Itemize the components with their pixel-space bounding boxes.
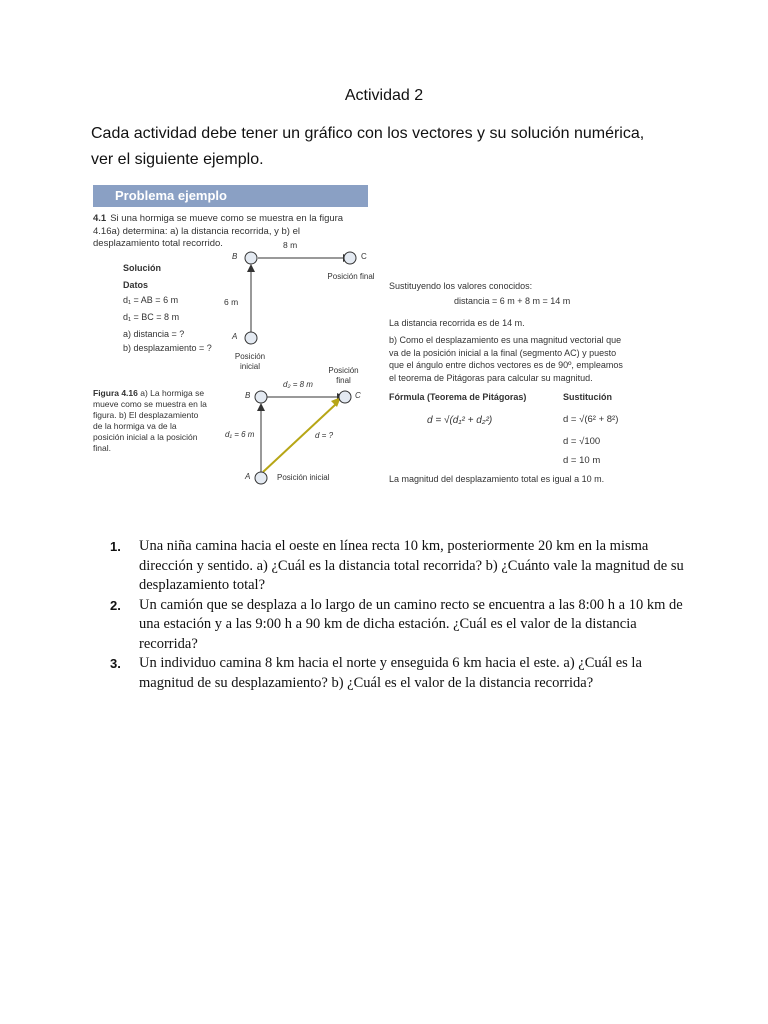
- sustitucion-block: [389, 280, 629, 307]
- example-figure: [93, 185, 633, 495]
- list-item: [110, 654, 690, 693]
- bottom-label-c: C: [355, 391, 361, 400]
- question-list: [110, 537, 690, 693]
- bottom-label-b: B: [245, 391, 251, 400]
- example-banner: Problema ejemplo: [93, 185, 368, 207]
- bottom-vector-ab-arrowhead: [257, 403, 265, 411]
- top-posicion-inicial: Posición inicial: [234, 352, 266, 371]
- sust-equation: distancia = 6 m + 8 m = 14 m: [454, 295, 571, 306]
- intro-line-1: Cada actividad debe tener un gráfico con los vectores y su solución numérica,: [91, 125, 645, 142]
- figure-caption-a: a) La hormiga se mueve como se muestra en la figura.: [93, 388, 207, 420]
- bottom-d2-label: d₂ = 8 m: [283, 380, 313, 389]
- solucion-label: Solución: [123, 263, 161, 273]
- top-point-a: [245, 332, 257, 344]
- side-distance-label: 6 m: [224, 297, 239, 307]
- sustitucion-label: Sustitución: [563, 392, 612, 402]
- top-point-b: [245, 252, 257, 264]
- bottom-posicion-inicial: Posición inicial: [277, 473, 330, 482]
- page-title: Actividad 2: [344, 87, 424, 104]
- bottom-label-a: A: [245, 472, 251, 481]
- datos-a: a) distancia = ?: [123, 329, 185, 339]
- datos-b: b) desplazamiento = ?: [123, 343, 212, 353]
- question-number: 3.: [110, 656, 121, 671]
- datos-label: Datos: [123, 280, 149, 290]
- bottom-point-b: [255, 391, 267, 403]
- formula-label: Fórmula (Teorema de Pitágoras): [389, 392, 527, 402]
- b-explanation: b) Como el desplazamiento es una magnitud vectorial que va de la posición inicial a la final (segmento AC) y puesto que el ángulo entre dichos vectores es de 90º, empleamos el teorema de Pitágoras para calcular su magnitud.: [389, 335, 623, 383]
- figure-caption-title: Figura 4.16: [93, 388, 138, 398]
- vector-diagrams: [93, 185, 393, 495]
- top-point-c: [344, 252, 356, 264]
- top-distance-label: 8 m: [283, 240, 298, 250]
- problem-text: Si una hormiga se mueve como se muestra en la figura 4.16a) determina: a) la distancia recorrida, y b) el desplazamiento total recorrido.: [93, 213, 344, 249]
- list-item: [110, 596, 690, 655]
- formula: d = √(d₁² + d₂²): [427, 415, 493, 426]
- question-text: Una niña camina hacia el oeste en línea recta 10 km, posteriormente 20 km en la misma dirección y sentido. a) ¿Cuál es la distancia total recorrida? b) ¿Cuánto vale la magnitud de su desplazamiento total?: [139, 538, 684, 593]
- intro-line-2: ver el siguiente ejemplo.: [91, 151, 264, 168]
- top-vector-ab-arrowhead: [247, 264, 255, 272]
- problem-number: 4.1: [93, 213, 107, 224]
- question-text: Un camión que se desplaza a lo largo de un camino recto se encuentra a las 8:00 h a 10 km de una estación y a las 9:00 h a 90 km de dicha estación. ¿Cuál es el valor de la distancia recorrida?: [139, 596, 683, 652]
- sust-step-3: d = 10 m: [563, 455, 601, 466]
- question-text: Un individuo camina 8 km hacia el norte y enseguida 6 km hacia el este. a) ¿Cuál es la magnitud de su desplazamiento? b) ¿Cuál es el valor de la distancia recorrida?: [139, 655, 642, 691]
- sust-title: Sustituyendo los valores conocidos:: [389, 281, 533, 291]
- top-label-a: A: [232, 332, 238, 341]
- datos-d1-ab: d₁ = AB = 6 m: [123, 295, 179, 305]
- bottom-d1-label: d₁ = 6 m: [225, 430, 255, 439]
- list-item: [110, 537, 690, 596]
- top-posicion-final: Posición final: [327, 272, 375, 281]
- bottom-posicion-final: Posición final: [328, 366, 359, 385]
- intro-paragraph: [91, 121, 691, 173]
- distancia-result: La distancia recorrida es de 14 m.: [389, 318, 525, 328]
- top-label-b: B: [232, 252, 238, 261]
- conclusion: La magnitud del desplazamiento total es igual a 10 m.: [389, 474, 605, 484]
- bottom-point-a: [255, 472, 267, 484]
- question-number: 1.: [110, 539, 121, 554]
- datos-d1-bc: d₁ = BC = 8 m: [123, 312, 180, 322]
- sust-step-2: d = √100: [563, 436, 601, 447]
- sust-step-1: d = √(6² + 8²): [563, 414, 619, 425]
- bottom-point-c: [339, 391, 351, 403]
- bottom-d-label: d = ?: [315, 431, 334, 440]
- top-label-c: C: [361, 252, 367, 261]
- question-number: 2.: [110, 597, 121, 613]
- figure-caption-b: b) El desplazamiento de la hormiga va de la posición inicial a la posición final.: [93, 410, 199, 453]
